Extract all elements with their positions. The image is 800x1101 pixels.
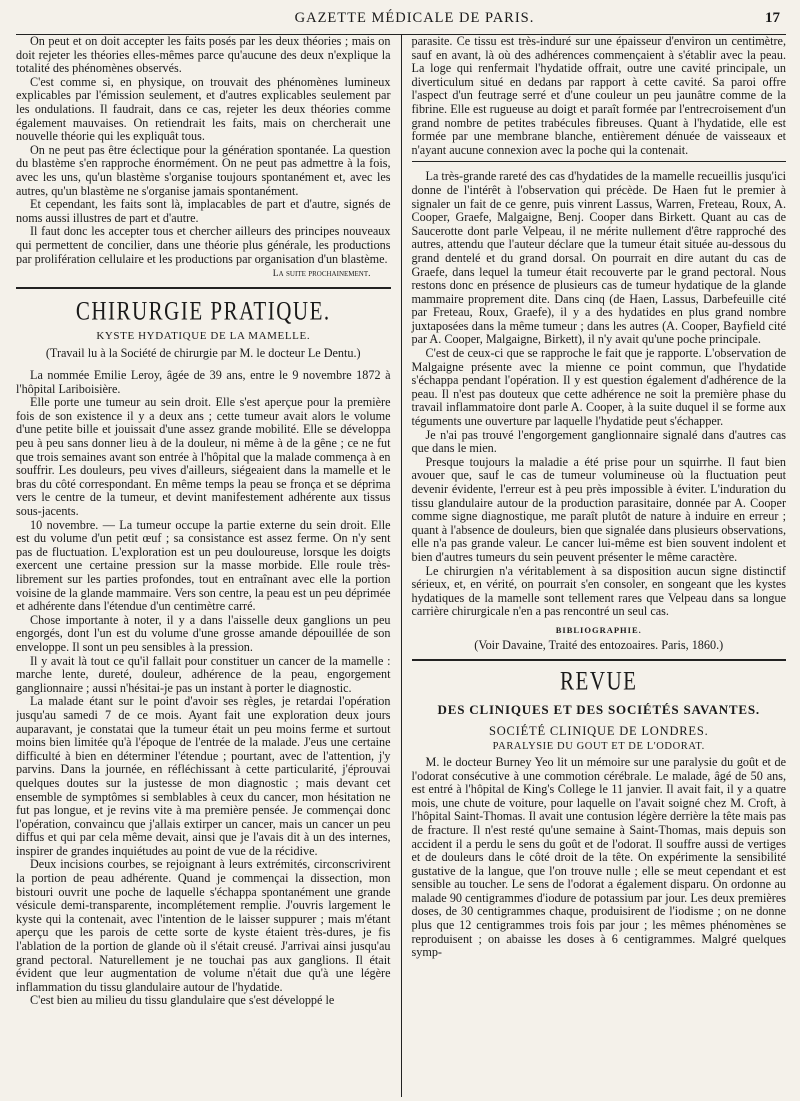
society-heading: SOCIÉTÉ CLINIQUE DE LONDRES.	[488, 723, 709, 738]
columns	[16, 35, 786, 1097]
paragraph: C'est comme si, en physique, on trouvait des phénomènes lumineux explicables par l'émission seulement, et d'autres explicables seulement par les ondulations. Il faudrait, dans ce cas, rejeter les deux théories comme également mauvaises. On retiendrait les faits, mais on chercherait une nouvelle théorie qui les expliquât tous.	[16, 74, 391, 144]
paragraph: On peut et on doit accepter les faits posés par les deux théories ; mais on doit rejeter les théories elles-mêmes parce qu'aucune des deux n'explique la totalité des phénomènes observés.	[16, 35, 391, 76]
paragraph: Je n'ai pas trouvé l'engorgement ganglionnaire signalé dans d'autres cas que dans le mien.	[411, 427, 786, 456]
section-divider	[412, 659, 787, 661]
article-title: KYSTE HYDATIQUE DE LA MAMELLE.	[96, 330, 311, 343]
paragraph: parasite. Ce tissu est très-induré sur une épaisseur d'environ un centimètre, sauf en avant, là où des adhérences commençaient à s'établir avec la peau. La loge qui renfermait l'hydatide offrait, outre une cavité principale, un diverticulum situé en dedans par rapport à cette cavité. Sa paroi offre l'aspect d'un feutrage serré et d'une couleur un peu jaunâtre comme de la fibrine. Elle est rugueuse au doigt et paraît formée par l'entrecroisement d'un grand nombre de petites trabécules fibreuses. Quant à l'hydatide, elle est formée par une membrane blanche, entièrement dénuée de vaisseaux et n'ayant aucune connexion avec la poche qui la contenait.	[411, 35, 786, 157]
paragraph: C'est bien au milieu du tissu glandulaire que s'est développé le	[30, 993, 335, 1008]
paragraph: Presque toujours la maladie a été prise pour un squirrhe. Il faut bien avouer que, sauf le cas de tumeur volumineuse où la fluctuation peut devenir évidente, l'erreur est à peu près impossible à éviter. L'induration du tissu glandulaire autour de la production parasitaire, donnée par A. Cooper comme signe diagnostique, me paraît plutôt de nature à induire en erreur ; quant à l'absence de douleurs, bien que signalée dans plusieurs observations, elle n'a pas grande valeur. Le cancer lui-même est bien souvent indolent et bien d'autres tumeurs du sein peuvent présenter le même caractère.	[411, 454, 786, 564]
paragraph: La très-grande rareté des cas d'hydatides de la mamelle recueillis jusqu'ici donne de l'intérêt à l'observation qui précède. De Haen fut le premier à signaler un fait de ce genre, puis vinrent Lassus, Warren, Freteau, Roux, A. Cooper, Graefe, Malgaigne, Benj. Cooper dans Birkett. Quant au cas de Saucerotte dont parle Velpeau, il ne mérite nullement d'être rapproché des autres, attendu que l'auteur déclare que la tumeur était située au-dessous du grand dentelé et du grand dorsal. On pourrait en dire autant du cas de Graefe, dans lequel la tumeur était recouverte par le grand pectoral. Nous restons donc en présence de plusieurs cas de tumeur hydatique de la glande mammaire proprement dite. Dans cinq (de Haen, Lassus, Darbefeuille cité par Freteau, Roux, Graefe), il y a des hydatides en plus grand nombre juxtaposées dans la même tumeur ; dans les autres (A. Cooper, Bayfield cité par A. Cooper, Malgaigne, Birkett), il n'y avait qu'une poche principale.	[411, 169, 786, 347]
section-subtitle: DES CLINIQUES ET DES SOCIÉTÉS SAVANTES.	[437, 701, 760, 717]
article-title: PARALYSIE DU GOUT ET DE L'ODORAT.	[492, 740, 705, 752]
paragraph: Deux incisions courbes, se rejoignant à leurs extrémités, circonscrivirent la portion de peau adhérente. Quand je commençai la dissection, mon bistouri ouvrit une poche de laquelle s'échappa spontanément une grande vésicule demi-transparente, incomplétement remplie. J'ouvris largement le kyste qui la contenait, avec l'intention de le laisser suppurer ; mais m'étant aperçu que les parois de cette sorte de kyste étaient très-dures, je fis l'ablation de la portion de glande où il s'était creusé. J'arrivai ainsi jusqu'au grand pectoral. Naturellement je ne touchai pas aux ganglions. Il était évident que leur augmentation de volume n'était due qu'à une légère inflammation du tissu glandulaire autour de l'hydatide.	[16, 857, 391, 994]
journal-title: GAZETTE MÉDICALE DE PARIS.	[294, 10, 535, 26]
left-column	[16, 35, 401, 1097]
page-number: 17	[764, 10, 780, 26]
bibliography-heading: BIBLIOGRAPHIE.	[555, 624, 642, 635]
paragraph: Il faut donc les accepter tous et chercher ailleurs des principes nouveaux qui permettent de concilier, dans une théorie plus générale, les productions par prolifération cellulaire et les productions par organisation d'un blastème.	[16, 224, 391, 266]
bibliography-text: (Voir Davaine, Traité des entozoaires. Paris, 1860.)	[474, 637, 724, 652]
paragraph: M. le docteur Burney Yeo lit un mémoire sur une paralysie du goût et de l'odorat consécutive à une commotion cérébrale. Le malade, âgé de 50 ans, est entré à l'hôpital de King's College le 11 janvier. Il avait fait, il y a quatre mois, une chute de voiture, pour laquelle on l'avait soigné chez M. Croft, à l'hôpital Saint-Thomas. Il avait une contusion légère derrière la tête mais pas de fracture. Il n'est resté qu'une semaine à Saint-Thomas, mais depuis son accident il a perdu le sens du goût et de l'odorat. Il souffre aussi de vertiges et de douleurs dans le côté droit de la tête. On expérimente la sensibilité gustative de la langue, que l'on trouve nulle ; elle se meut cependant et est sensible au toucher. Le sens de l'odorat a également disparu. On ordonne au malade 90 centigrammes d'iodure de potassium par jour. Les deux premières doses, de 30 centigrammes chaque, produisirent de l'iodisme ; on ne donne plus que 12 centigrammes trois fois par jour ; les mêmes phénomènes se reproduisent ; on abaisse les doses à 6 centigrammes. Malgré quelques symp-	[411, 754, 786, 960]
section-title: CHIRURGIE PRATIQUE.	[75, 295, 331, 326]
paragraph: La nommée Emilie Leroy, âgée de 39 ans, entre le 9 novembre 1872 à l'hôpital Lariboisière.	[16, 368, 391, 396]
paragraph: C'est de ceux-ci que se rapproche le fait que je rapporte. L'observation de Malgaigne présente avec la mienne ce point commun, que l'hydatide s'échappa pendant l'opération. Il y est question également d'adhérence de la peau. Il n'est pas douteux que cette adhérence ne soit la première phase du travail inflammatoire dont parle A. Cooper, à la suite duquel il se forme aux téguments une ouverture par laquelle l'hydatide peut s'échapper.	[411, 346, 786, 429]
paragraph: On ne peut pas être éclectique pour la génération spontanée. La question du blastème s'en rapproche énormément. On ne peut pas admettre à la fois, avec les uns, qu'un blastème s'organise toujours spontanément et, avec les autres, qu'un blastème ne s'organise jamais spontanément.	[16, 142, 391, 198]
paragraph: Et cependant, les faits sont là, implacables de part et d'autre, signés de noms aussi illustres de part et d'autre.	[16, 197, 391, 225]
paragraph: Chose importante à noter, il y a dans l'aisselle deux ganglions un peu engorgés, dont l'un est du volume d'une grosse amande dépouillée de son enveloppe. Il sont un peu sensibles à la pression.	[16, 612, 391, 654]
paragraph: Il y avait là tout ce qu'il fallait pour constituer un cancer de la mamelle : marche lente, dureté, douleur, adhérence de la peau, engorgement ganglionnaire ; aussi n'hésitai-je pas un instant à porter le diagnostic.	[16, 653, 391, 695]
paragraph: 10 novembre. — La tumeur occupe la partie externe du sein droit. Elle est du volume d'un petit œuf ; sa consistance est assez ferme. On n'y sent pas de fluctuation. L'exploration est un peu douloureuse, lorsque les doigts exercent une certaine pression sur la masse morbide. Elle roule très-librement sur les parties profondes, tout en entraînant avec elle la portion voisine de la glande mammaire. Vers son centre, la peau est un peu déprimée et adhérente dans l'étendue d'un centimètre carré.	[16, 517, 391, 614]
article-byline: (Travail lu à la Société de chirurgie par M. le docteur Le Dentu.)	[45, 346, 361, 361]
page-header	[16, 10, 786, 35]
continuation-note: La suite prochainement.	[272, 269, 371, 280]
paragraph: Elle porte une tumeur au sein droit. Elle s'est aperçue pour la première fois de son existence il y a deux ans ; cette tumeur avait alors le volume d'une petite bille et jouissait d'une assez grande mobilité. Elle se développa peu à peu sans donner lieu à de la douleur, ni même à de la gêne ; ce ne fut que trois semaines avant son entrée à l'hôpital que la malade commença à en souffrir. Les douleurs, peu vives d'ailleurs, siégeaient dans la mamelle et le bras du côté correspondant. En même temps la peau se fronça et se déprima vers le centre de la tumeur, et devint manifestement adhérente aux tissus sous-jacents.	[16, 395, 391, 519]
paragraph: Le chirurgien n'a véritablement à sa disposition aucun signe distinctif sérieux, et, en vérité, on pourrait s'en consoler, en songeant que les kystes hydatiques de la mamelle sont tellement rares que Velpeau dans sa longue carrière chirurgicale n'en a pas rencontré un seul cas.	[411, 563, 786, 619]
section-title: REVUE	[560, 665, 638, 696]
paragraph: La malade étant sur le point d'avoir ses règles, je retardai l'opération jusqu'au samedi 7 de ce mois. Ayant fait une exploration deux jours auparavant, je constatai que la tumeur était un peu moins ferme et surtout moins bien limitée qu'à l'époque de l'entrée de la malade. J'eus une certaine difficulté à bien en déterminer l'étendue ; pourtant, avec de l'attention, j'y parvins. Dans la journée, en réfléchissant à cette particularité, j'éprouvai quelques doutes sur la justesse de mon diagnostic ; mais devant cet ensemble de symptômes si semblables à ceux du cancer, mon hésitation ne fut pas longue, et je revins vite à ma première pensée. Je commençai donc l'opération, convaincu que j'allais extirper un cancer, mais un cancer un peu diffus et qui par cela même devait, ainsi que je l'avais dit à un des internes, inspirer de grandes inquiétudes au point de vue de la récidive.	[16, 694, 391, 858]
right-column	[401, 35, 787, 1097]
section-divider	[16, 287, 391, 289]
